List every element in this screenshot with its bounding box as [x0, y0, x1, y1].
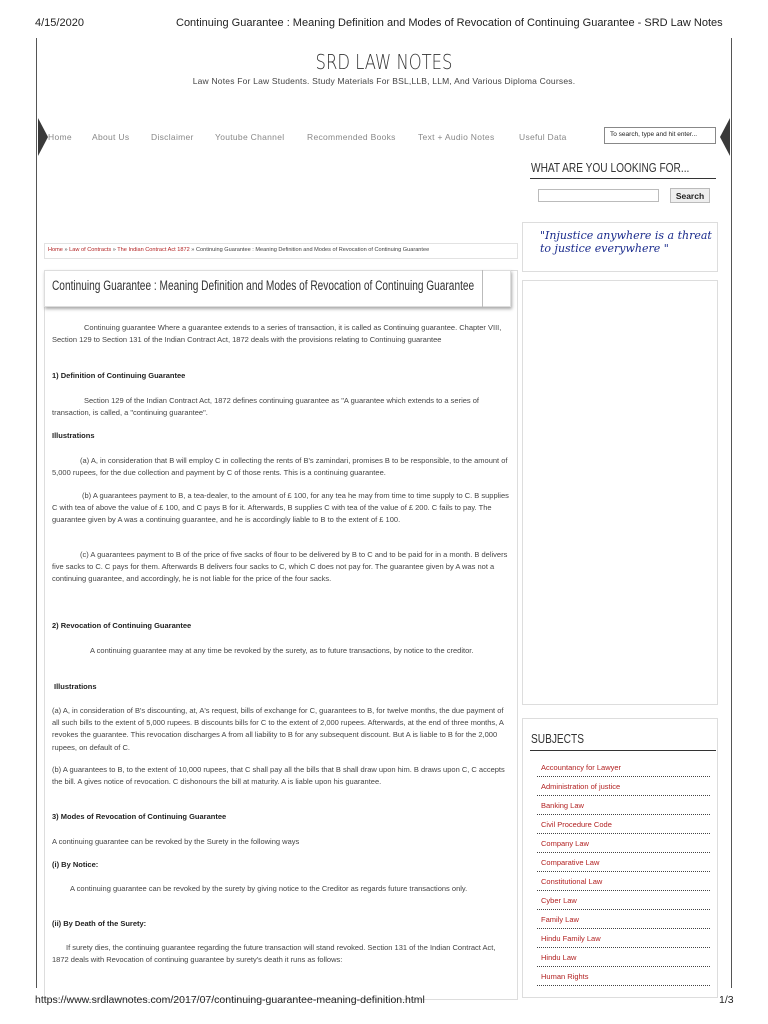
subject-separator — [537, 776, 710, 777]
nav-search-input[interactable]: To search, type and hit enter... — [604, 127, 716, 144]
breadcrumb-sep: » — [62, 247, 70, 253]
post-title: Continuing Guarantee : Meaning Definition and Modes of Revocation of Continuing Guarantee — [52, 278, 475, 293]
modes-text: A continuing guarantee can be revoked by the Surety in the following ways — [52, 837, 300, 846]
frame-right-line — [731, 38, 732, 988]
breadcrumb-home[interactable]: Home — [48, 247, 63, 253]
subject-separator — [537, 852, 710, 853]
print-title: Continuing Guarantee : Meaning Definition and Modes of Revocation of Continuing Guarantee - SRD Law Notes — [176, 17, 723, 29]
print-date: 4/15/2020 — [35, 17, 84, 29]
subjects-title: SUBJECTS — [531, 731, 584, 746]
heading-modes: 3) Modes of Revocation of Continuing Guarantee — [52, 812, 227, 821]
subject-separator — [537, 814, 710, 815]
subject-separator — [537, 966, 710, 967]
subject-link[interactable]: Accountancy for Lawyer — [541, 763, 622, 772]
subject-separator — [537, 890, 710, 891]
subject-link[interactable]: Hindu Family Law — [541, 934, 601, 943]
subjects-rule — [530, 750, 716, 751]
heading-definition: 1) Definition of Continuing Guarantee — [52, 371, 186, 380]
breadcrumb-sep: » — [111, 247, 118, 253]
frame-left-line — [36, 38, 37, 988]
subject-link[interactable]: Hindu Law — [541, 953, 577, 962]
notice-text: A continuing guarantee can be revoked by the surety by giving notice to the Creditor as regards future transactions only. — [70, 884, 468, 893]
revocation-text: A continuing guarantee may at any time be revoked by the surety, as to future transactions, by notice to the creditor. — [90, 646, 474, 655]
subject-separator — [537, 909, 710, 910]
heading-by-death: (ii) By Death of the Surety: — [52, 919, 147, 928]
nav-left-notch — [38, 118, 48, 156]
search-button[interactable]: Search — [670, 188, 710, 203]
site-title[interactable]: SRD LAW NOTES — [315, 50, 453, 74]
subject-separator — [537, 871, 710, 872]
nav-useful-data[interactable]: Useful Data — [519, 132, 567, 142]
breadcrumb-law-of-contracts[interactable]: Law of Contracts — [69, 247, 112, 253]
subject-link[interactable]: Administration of justice — [541, 782, 621, 791]
heading-illustrations-2: Illustrations — [54, 682, 97, 691]
subject-separator — [537, 985, 710, 986]
search-widget-title: WHAT ARE YOU LOOKING FOR... — [531, 160, 690, 175]
subject-link[interactable]: Family Law — [541, 915, 579, 924]
search-widget-rule — [530, 178, 716, 179]
illustration-b: (b) A guarantees payment to B, a tea-dealer, to the amount of £ 100, for any tea he may from time to time supply to C. B supplies C with tea of above the value of £ 100, and C pays B for it. Afterwards, B supplies C with tea of the value of £ 200. C fails to pay. The guarantee given by A was a continuing guarantee, and he is accordingly liable to B to the extent of £ 100. — [52, 491, 509, 525]
subject-link[interactable]: Cyber Law — [541, 896, 577, 905]
print-url: https://www.srdlawnotes.com/2017/07/continuing-guarantee-meaning-definition.html — [35, 994, 425, 1006]
post-title-notch — [482, 270, 511, 307]
post-intro: Continuing guarantee Where a guarantee extends to a series of transaction, it is called as Continuing guarantee. Chapter VIII, Section 129 to Section 131 of the Indian Contract Act, 1872 deals with the provisions relating to Continuing guarantee — [52, 323, 502, 345]
subject-separator — [537, 928, 710, 929]
site-tagline: Law Notes For Law Students. Study Materials For BSL,LLB, LLM, And Various Diploma Courses. — [192, 76, 576, 86]
heading-illustrations-1: Illustrations — [52, 431, 95, 440]
subject-link[interactable]: Civil Procedure Code — [541, 820, 612, 829]
nav-youtube-channel[interactable]: Youtube Channel — [215, 132, 285, 142]
heading-revocation: 2) Revocation of Continuing Guarantee — [52, 621, 192, 630]
sidebar-empty-widget — [522, 280, 718, 705]
breadcrumb-current: Continuing Guarantee : Meaning Definition and Modes of Revocation of Continuing Guarantee — [195, 247, 430, 253]
subject-link[interactable]: Comparative Law — [541, 858, 600, 867]
breadcrumb — [48, 247, 429, 253]
illustration-a: (a) A, in consideration that B will employ C in collecting the rents of B's zamindari, promises B to be responsible, to the amount of 5,000 rupees, for the due collection and payment by C of those rents. This is a continuing guarantee. — [52, 456, 508, 478]
illustration-c: (c) A guarantees payment to B of the price of five sacks of flour to be delivered by B to C and to be paid for in a month. B delivers five sacks to C. C pays for them. Afterwards B delivers four sacks to C, which C does not pay for. The guarantee given by A was not a continuing guarantee, and accordingly, he is not liable for the price of the four sacks. — [52, 550, 508, 584]
print-page-number: 1/3 — [719, 994, 734, 1006]
revocation-illustration-b: (b) A guarantees to B, to the extent of 10,000 rupees, that C shall pay all the bills that B shall draw upon him. B draws upon C, C accepts the bill. A gives notice of revocation. C dishonours the bill at maturity. A is liable upon his guarantee. — [52, 765, 505, 787]
nav-disclaimer[interactable]: Disclaimer — [151, 132, 194, 142]
breadcrumb-sep: » — [189, 247, 196, 253]
subject-separator — [537, 795, 710, 796]
heading-by-notice: (i) By Notice: — [52, 860, 99, 869]
revocation-illustration-a: (a) A, in consideration of B's discounting, at, A's request, bills of exchange for C, guarantees to B, for twelve months, the due payment of all such bills to the extent of 5,000 rupees. B discounts bills for C to the extent of 2,000 rupees. Afterwards, at the end of three months, A revokes the guarantee. This revocation discharges A from all liability to B for any subsequent discount. But A is liable to B for the 2,000 rupees, on default of C. — [52, 706, 504, 752]
subject-link[interactable]: Human Rights — [541, 972, 589, 981]
nav-home[interactable]: Home — [48, 132, 72, 142]
nav-about-us[interactable]: About Us — [92, 132, 130, 142]
nav-right-notch — [720, 118, 730, 156]
nav-recommended-books[interactable]: Recommended Books — [307, 132, 396, 142]
definition-text: Section 129 of the Indian Contract Act, 1872 defines continuing guarantee as "A guarantee which extends to a series of transaction, is called, a "continuing guarantee". — [52, 396, 480, 418]
subject-separator — [537, 833, 710, 834]
subject-link[interactable]: Company Law — [541, 839, 589, 848]
sidebar-search-input[interactable] — [538, 189, 659, 202]
death-text: If surety dies, the continuing guarantee regarding the future transaction will stand revoked. Section 131 of the Indian Contract Act, 1872 deals with Revocation of continuing guarantee by surety's death it runs as follows: — [52, 943, 496, 965]
subject-link[interactable]: Banking Law — [541, 801, 584, 810]
breadcrumb-indian-contract-act[interactable]: The Indian Contract Act 1872 — [117, 247, 190, 253]
subject-separator — [537, 947, 710, 948]
quote-text: "Injustice anywhere is a threat to justice everywhere " — [540, 229, 712, 255]
subject-link[interactable]: Constitutional Law — [541, 877, 603, 886]
nav-text-audio-notes[interactable]: Text + Audio Notes — [418, 132, 495, 142]
